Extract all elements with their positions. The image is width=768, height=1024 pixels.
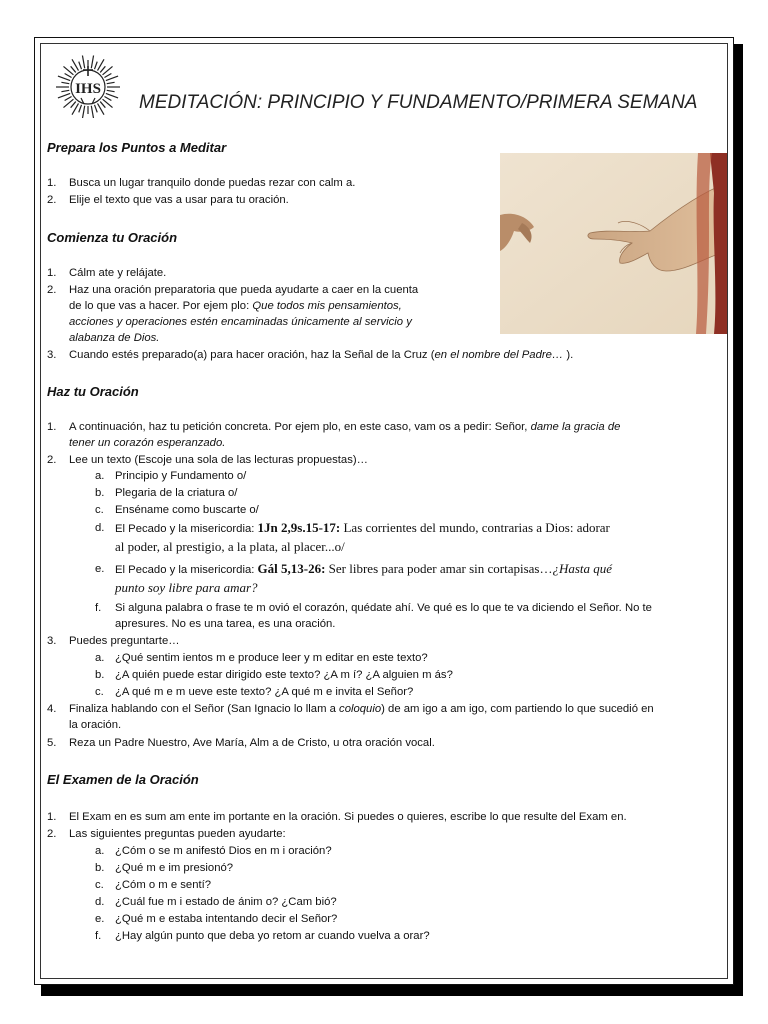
sub-item: Si alguna palabra o frase te m ovió el corazón, quédate ahí. Ve qué es lo que te va diciendo el Señor. No te	[115, 602, 652, 614]
list-number: 5.	[47, 737, 57, 749]
sub-item: ¿A qué m e m ueve este texto? ¿A qué m e invita el Señor?	[115, 686, 414, 698]
list-item: Lee un texto (Escoje una sola de las lecturas propuestas)…	[69, 454, 368, 466]
emblem-ray	[79, 105, 82, 113]
italic-run: Que todos mis pensamientos,	[252, 300, 402, 312]
list-number: 3.	[47, 349, 57, 361]
list-item-line: alabanza de Dios.	[69, 332, 160, 344]
sub-letter: a.	[95, 470, 105, 482]
sub-item: ¿Cóm o se m anifestó Dios en m i oración?	[115, 845, 332, 857]
sub-letter: c.	[95, 686, 104, 698]
list-number: 4.	[47, 703, 57, 715]
emblem-ray	[104, 97, 111, 101]
sub-letter: a.	[95, 845, 105, 857]
list-item: Busca un lugar tranquilo donde puedas rezar con calm a.	[69, 177, 356, 189]
emblem-ray	[106, 76, 118, 80]
sub-letter: a.	[95, 652, 105, 664]
emblem-ray	[82, 55, 84, 68]
sub-item	[115, 560, 612, 579]
sub-item-line: apresures. No es una tarea, es una oración.	[115, 618, 336, 630]
text-run: ) de am igo a am igo, com partiendo lo que sucedió en	[381, 703, 654, 715]
emblem-ray	[65, 74, 72, 78]
sub-letter: c.	[95, 504, 104, 516]
emblem-ray	[100, 102, 105, 108]
text-run: Las corrientes del mundo, contrarias a Dios: adorar	[343, 520, 610, 535]
list-item-line	[69, 299, 402, 314]
sub-item: Principio y Fundamento o/	[115, 470, 247, 482]
sub-letter: b.	[95, 487, 105, 499]
emblem-ray	[61, 90, 69, 91]
list-item: Haz una oración preparatoria que pueda ayudarte a caer en la cuenta	[69, 284, 419, 296]
list-number: 1.	[47, 267, 57, 279]
sub-item: ¿A quién puede estar dirigido este texto? ¿A m í? ¿A alguien m ás?	[115, 669, 453, 681]
text-run: Cuando estés preparado(a) para hacer oración, haz la Señal de la Cruz (	[69, 349, 435, 361]
text-run: A continuación, haz tu petición concreta. Por ejem plo, en este caso, vam os a pedir:	[69, 421, 495, 433]
sub-item: Plegaria de la criatura o/	[115, 487, 238, 499]
document-frame	[34, 37, 734, 985]
page-title: MEDITACIÓN: PRINCIPIO Y FUNDAMENTO/PRIMERA SEMANA	[139, 92, 698, 113]
list-item	[69, 348, 573, 363]
emblem-ray	[106, 93, 118, 97]
text-run: de lo que vas a hacer. Por ejem plo:	[69, 300, 253, 312]
italic-run: dame la gracia de	[530, 421, 621, 433]
list-item	[69, 420, 620, 435]
list-number: 1.	[47, 811, 57, 823]
text-run: Señor,	[494, 421, 531, 433]
sub-item: ¿Qué sentim ientos m e produce leer y m editar en este texto?	[115, 652, 428, 664]
emblem-ray	[58, 76, 70, 80]
text-run: Ser libres para poder amar sin cortapisas…	[328, 561, 553, 576]
section-heading-examen: El Examen de la Oración	[47, 772, 199, 787]
list-item-line: la oración.	[69, 719, 122, 731]
list-item	[69, 702, 654, 717]
emblem-ray	[58, 93, 70, 97]
italic-run: en el nombre del Padre…	[434, 349, 567, 361]
emblem-ray	[65, 97, 72, 101]
sub-letter: d.	[95, 896, 105, 908]
sub-letter: e.	[95, 563, 105, 575]
sub-item-line: al poder, al prestigio, a la plata, al placer...o/	[115, 539, 345, 554]
sub-item: ¿Hay algún punto que deba yo retom ar cuando vuelva a orar?	[115, 930, 430, 942]
list-item: Puedes preguntarte…	[69, 635, 180, 647]
text-run: ).	[566, 349, 574, 361]
emblem-ray	[107, 82, 115, 83]
emblem-ray	[100, 66, 105, 72]
text-run: El Pecado y la misericordia:	[115, 564, 258, 576]
sub-item: ¿Qué m e estaba intentando decir el Señor?	[115, 913, 338, 925]
list-number: 2.	[47, 454, 57, 466]
emblem-ray	[79, 62, 82, 70]
emblem-text: IHS	[75, 81, 101, 97]
list-item: Las siguientes preguntas pueden ayudarte:	[69, 828, 286, 840]
sub-letter: f.	[95, 602, 102, 614]
sub-letter: c.	[95, 879, 104, 891]
inner-border	[40, 43, 728, 979]
emblem-ray	[71, 102, 76, 108]
section-heading-comienza: Comienza tu Oración	[47, 230, 178, 245]
list-item-line: acciones y operaciones estén encaminadas únicamente al servicio y	[69, 316, 412, 328]
list-number: 2.	[47, 828, 57, 840]
ihs-emblem-icon	[55, 52, 121, 118]
sub-item	[115, 519, 610, 538]
text-run: Finaliza hablando con el Señor (San Ignacio lo llam a	[69, 703, 340, 715]
italic-run: coloquio	[339, 703, 382, 715]
emblem-ray	[91, 55, 93, 68]
sub-item: ¿Cuál fue m i estado de ánim o? ¿Cam bió?	[115, 896, 337, 908]
sub-letter: b.	[95, 669, 105, 681]
list-item-line: tener un corazón esperanzado.	[69, 437, 226, 449]
list-item: Cálm ate y relájate.	[69, 267, 167, 279]
sub-item: Enséname como buscarte o/	[115, 504, 259, 516]
list-number: 1.	[47, 177, 57, 189]
scripture-reference: 1Jn 2,9s.15-17:	[257, 520, 344, 535]
emblem-ray	[94, 62, 97, 70]
list-item: El Exam en es sum am ente im portante en la oración. Si puedes o quieres, escribe lo que resulte del Exam en.	[69, 811, 627, 823]
sub-letter: d.	[95, 522, 105, 534]
sub-item-line: punto soy libre para amar?	[115, 580, 258, 595]
list-number: 2.	[47, 194, 57, 206]
sub-letter: b.	[95, 862, 105, 874]
text-run: El Pecado y la misericordia:	[115, 523, 258, 535]
list-number: 2.	[47, 284, 57, 296]
emblem-ray	[71, 66, 76, 72]
scripture-reference: Gál 5,13-26:	[257, 561, 329, 576]
sub-letter: e.	[95, 913, 105, 925]
section-heading-haz: Haz tu Oración	[47, 384, 139, 399]
emblem-ray	[104, 74, 111, 78]
emblem-ray	[82, 106, 84, 118]
sub-letter: f.	[95, 930, 102, 942]
sub-item: ¿Cóm o m e sentí?	[115, 879, 212, 891]
list-number: 3.	[47, 635, 57, 647]
list-item: Reza un Padre Nuestro, Ave María, Alm a de Cristo, u otra oración vocal.	[69, 737, 435, 749]
emblem-ray	[61, 82, 69, 83]
list-item: Elije el texto que vas a usar para tu oración.	[69, 194, 289, 206]
emblem-ray	[107, 90, 115, 91]
section-heading-prepara: Prepara los Puntos a Meditar	[47, 140, 227, 155]
emblem-ray	[94, 105, 97, 113]
list-number: 1.	[47, 421, 57, 433]
creation-hands-image	[500, 153, 727, 334]
italic-run: ¿Hasta qué	[552, 561, 613, 576]
sub-item: ¿Qué m e im presionó?	[115, 862, 234, 874]
emblem-ray	[91, 106, 93, 118]
